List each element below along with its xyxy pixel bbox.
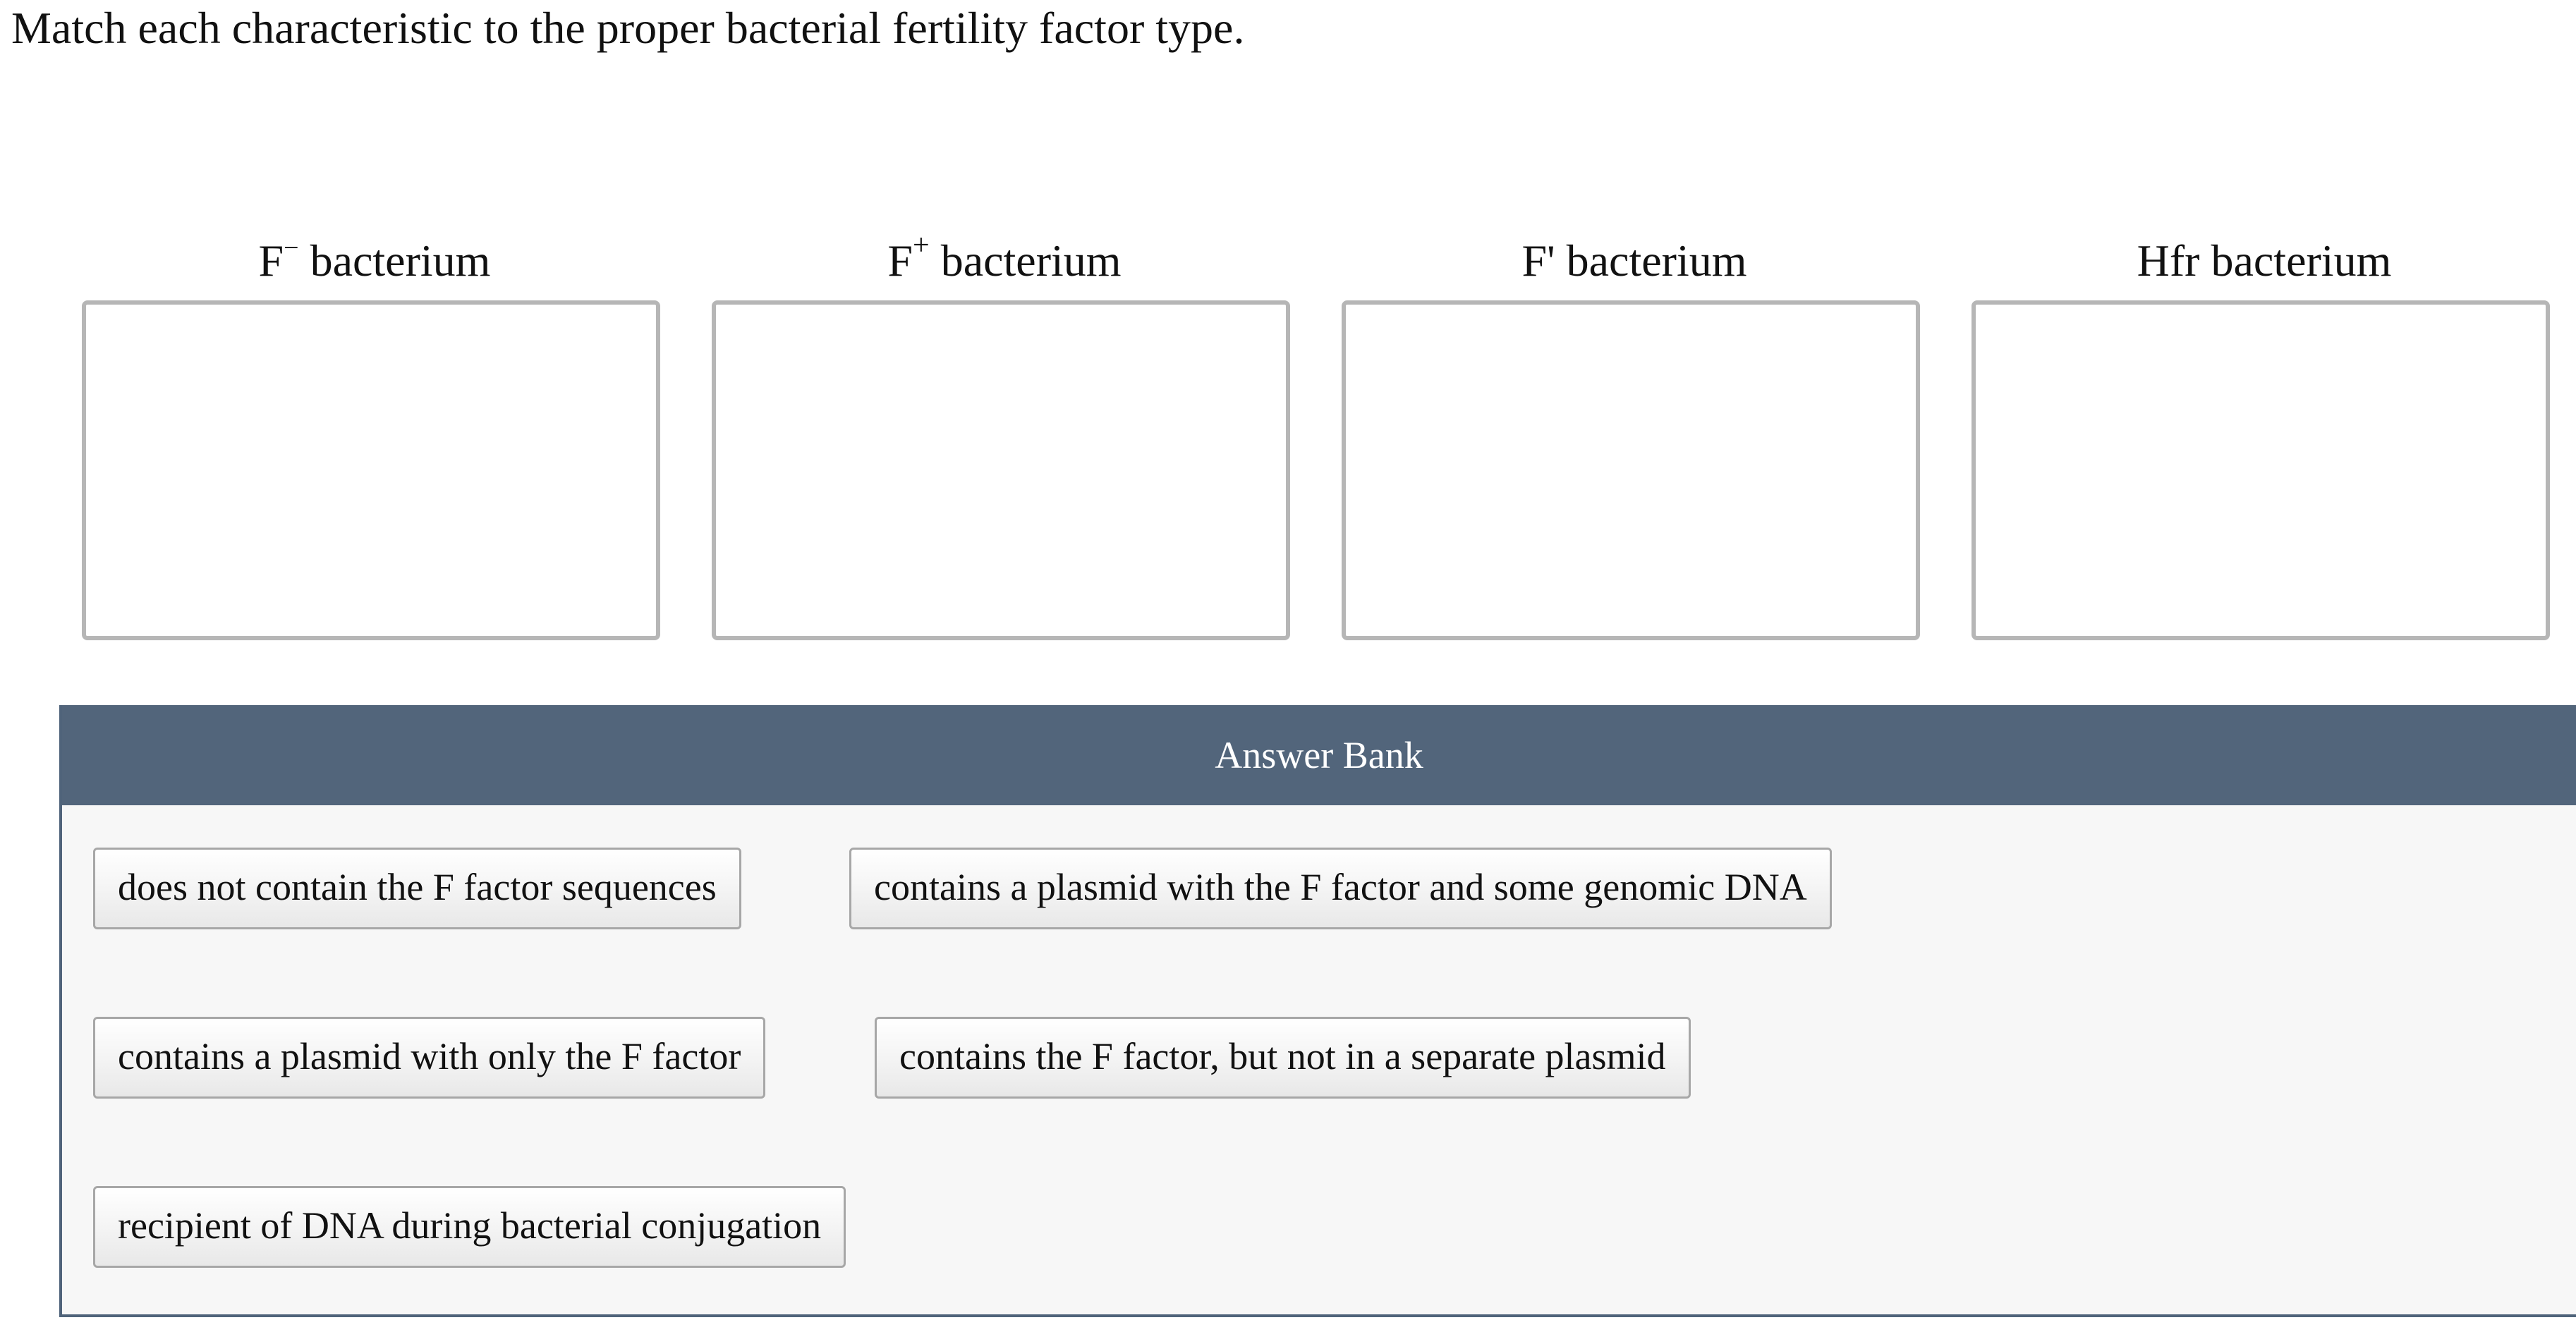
target-column-f-plus: [712, 226, 1297, 296]
target-label-f-minus-suffix: bacterium: [298, 236, 491, 286]
drop-targets: [82, 226, 2553, 649]
answer-chip-recipient-conjugation[interactable]: recipient of DNA during bacterial conjugation: [93, 1186, 846, 1268]
answer-chip-f-not-separate-plasmid[interactable]: contains the F factor, but not in a separate plasmid: [875, 1017, 1691, 1099]
target-column-f-prime: [1342, 226, 1927, 296]
target-label-f-minus-base: F: [258, 236, 284, 286]
target-label-hfr: [1972, 226, 2557, 296]
target-label-f-plus: [712, 226, 1297, 296]
answer-chip-plasmid-f-genomic-dna[interactable]: contains a plasmid with the F factor and some genomic DNA: [849, 848, 1832, 929]
target-label-f-plus-suffix: bacterium: [929, 236, 1122, 286]
target-label-f-plus-base: F: [887, 236, 913, 286]
drop-zone-f-plus[interactable]: [712, 300, 1290, 640]
drop-zone-f-minus[interactable]: [82, 300, 660, 640]
answer-chip-plasmid-only-f[interactable]: contains a plasmid with only the F factor: [93, 1017, 765, 1099]
target-label-f-prime-suffix: bacterium: [1555, 236, 1747, 286]
target-label-f-prime: [1342, 226, 1927, 296]
target-label-hfr-suffix: bacterium: [2199, 236, 2392, 286]
target-label-f-plus-superscript: +: [913, 228, 930, 262]
answer-chip-no-f-factor[interactable]: does not contain the F factor sequences: [93, 848, 741, 929]
target-label-hfr-base: Hfr: [2137, 236, 2200, 286]
target-label-f-prime-base: F': [1521, 236, 1555, 286]
target-column-f-minus: [82, 226, 667, 296]
target-label-f-minus: [82, 226, 667, 296]
target-label-f-minus-superscript: −: [284, 233, 299, 263]
drop-zone-f-prime[interactable]: [1342, 300, 1920, 640]
question-prompt: Match each characteristic to the proper bacterial fertility factor type.: [11, 3, 1245, 53]
drop-zone-hfr[interactable]: [1972, 300, 2550, 640]
answer-bank-header: Answer Bank: [62, 705, 2576, 805]
target-column-hfr: [1972, 226, 2557, 296]
answer-bank: [59, 705, 2576, 1317]
